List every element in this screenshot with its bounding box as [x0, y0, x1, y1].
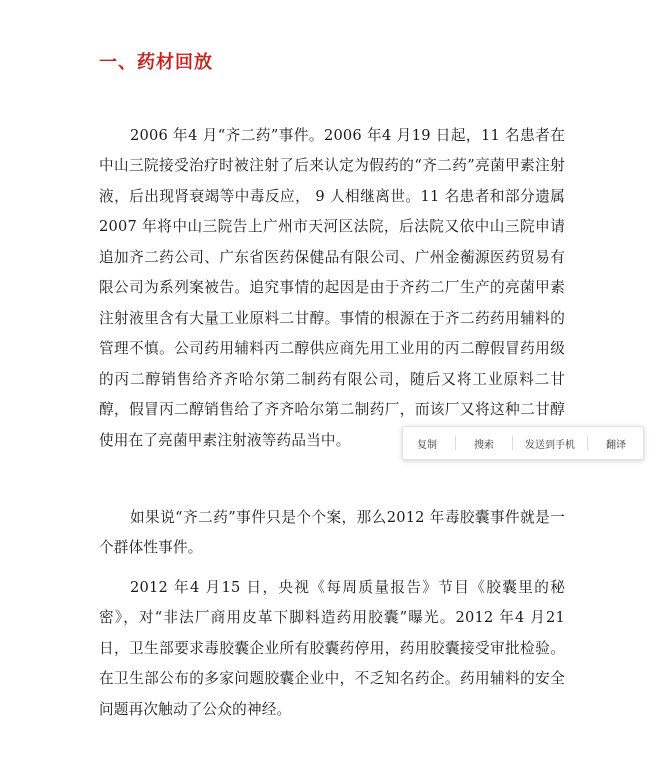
copy-button[interactable]: 复制 — [417, 439, 437, 451]
selection-toolbar — [402, 426, 644, 460]
paragraph-capsule-incident: 2012 年4 月15 日，央视《每周质量报告》节目《胶囊里的秘密》，对“非法厂商用皮革下脚料造药用胶囊”曝光。2012 年4 月21 日，卫生部要求毒胶囊企业所有胶囊药停用，药用胶囊接受审批检验。在卫生部公布的多家问题胶囊企业中，不乏知名药企。药用辅料的安全问题再次触动了公众的神经。 — [99, 578, 565, 718]
translate-button[interactable]: 翻译 — [606, 439, 626, 451]
section-heading: 一、药材回放 — [99, 52, 213, 73]
paragraph-qi-er-yao: 2006 年4 月“齐二药”事件。2006 年4 月19 日起，11 名患者在中山三院接受治疗时被注射了后来认定为假药的“齐二药”亮菌甲素注射液，后出现肾衰竭等中毒反应， 9 人相继离世。11 名患者和部分遗属2007 年将中山三院告上广州市天河区法院，后法院又依中山三院申请追加齐二药公司、广东省医药保健品有限公司、广州金蘅源医药贸易有限公司为系列案被告。追究事情的起因是由于齐药二厂生产的亮菌甲素注射液里含有大量工业原料二甘醇。事情的根源在于齐二药药用辅料的管理不慎。公司药用辅料丙二醇供应商先用工业用的丙二醇假冒药用级的丙二醇销售给齐齐哈尔第二制药有限公司，随后又将工业原料二甘醇，假冒丙二醇销售给了齐齐哈尔第二制药厂，而该厂又将这种二甘醇使用在了亮菌甲素注射液等药品当中。 — [99, 126, 565, 449]
search-button[interactable]: 搜索 — [474, 439, 494, 451]
send-to-phone-button[interactable]: 发送到手机 — [525, 439, 575, 451]
paragraph-transition: 如果说“齐二药”事件只是个个案，那么2012 年毒胶囊事件就是一个群体性事件。 — [99, 508, 565, 557]
